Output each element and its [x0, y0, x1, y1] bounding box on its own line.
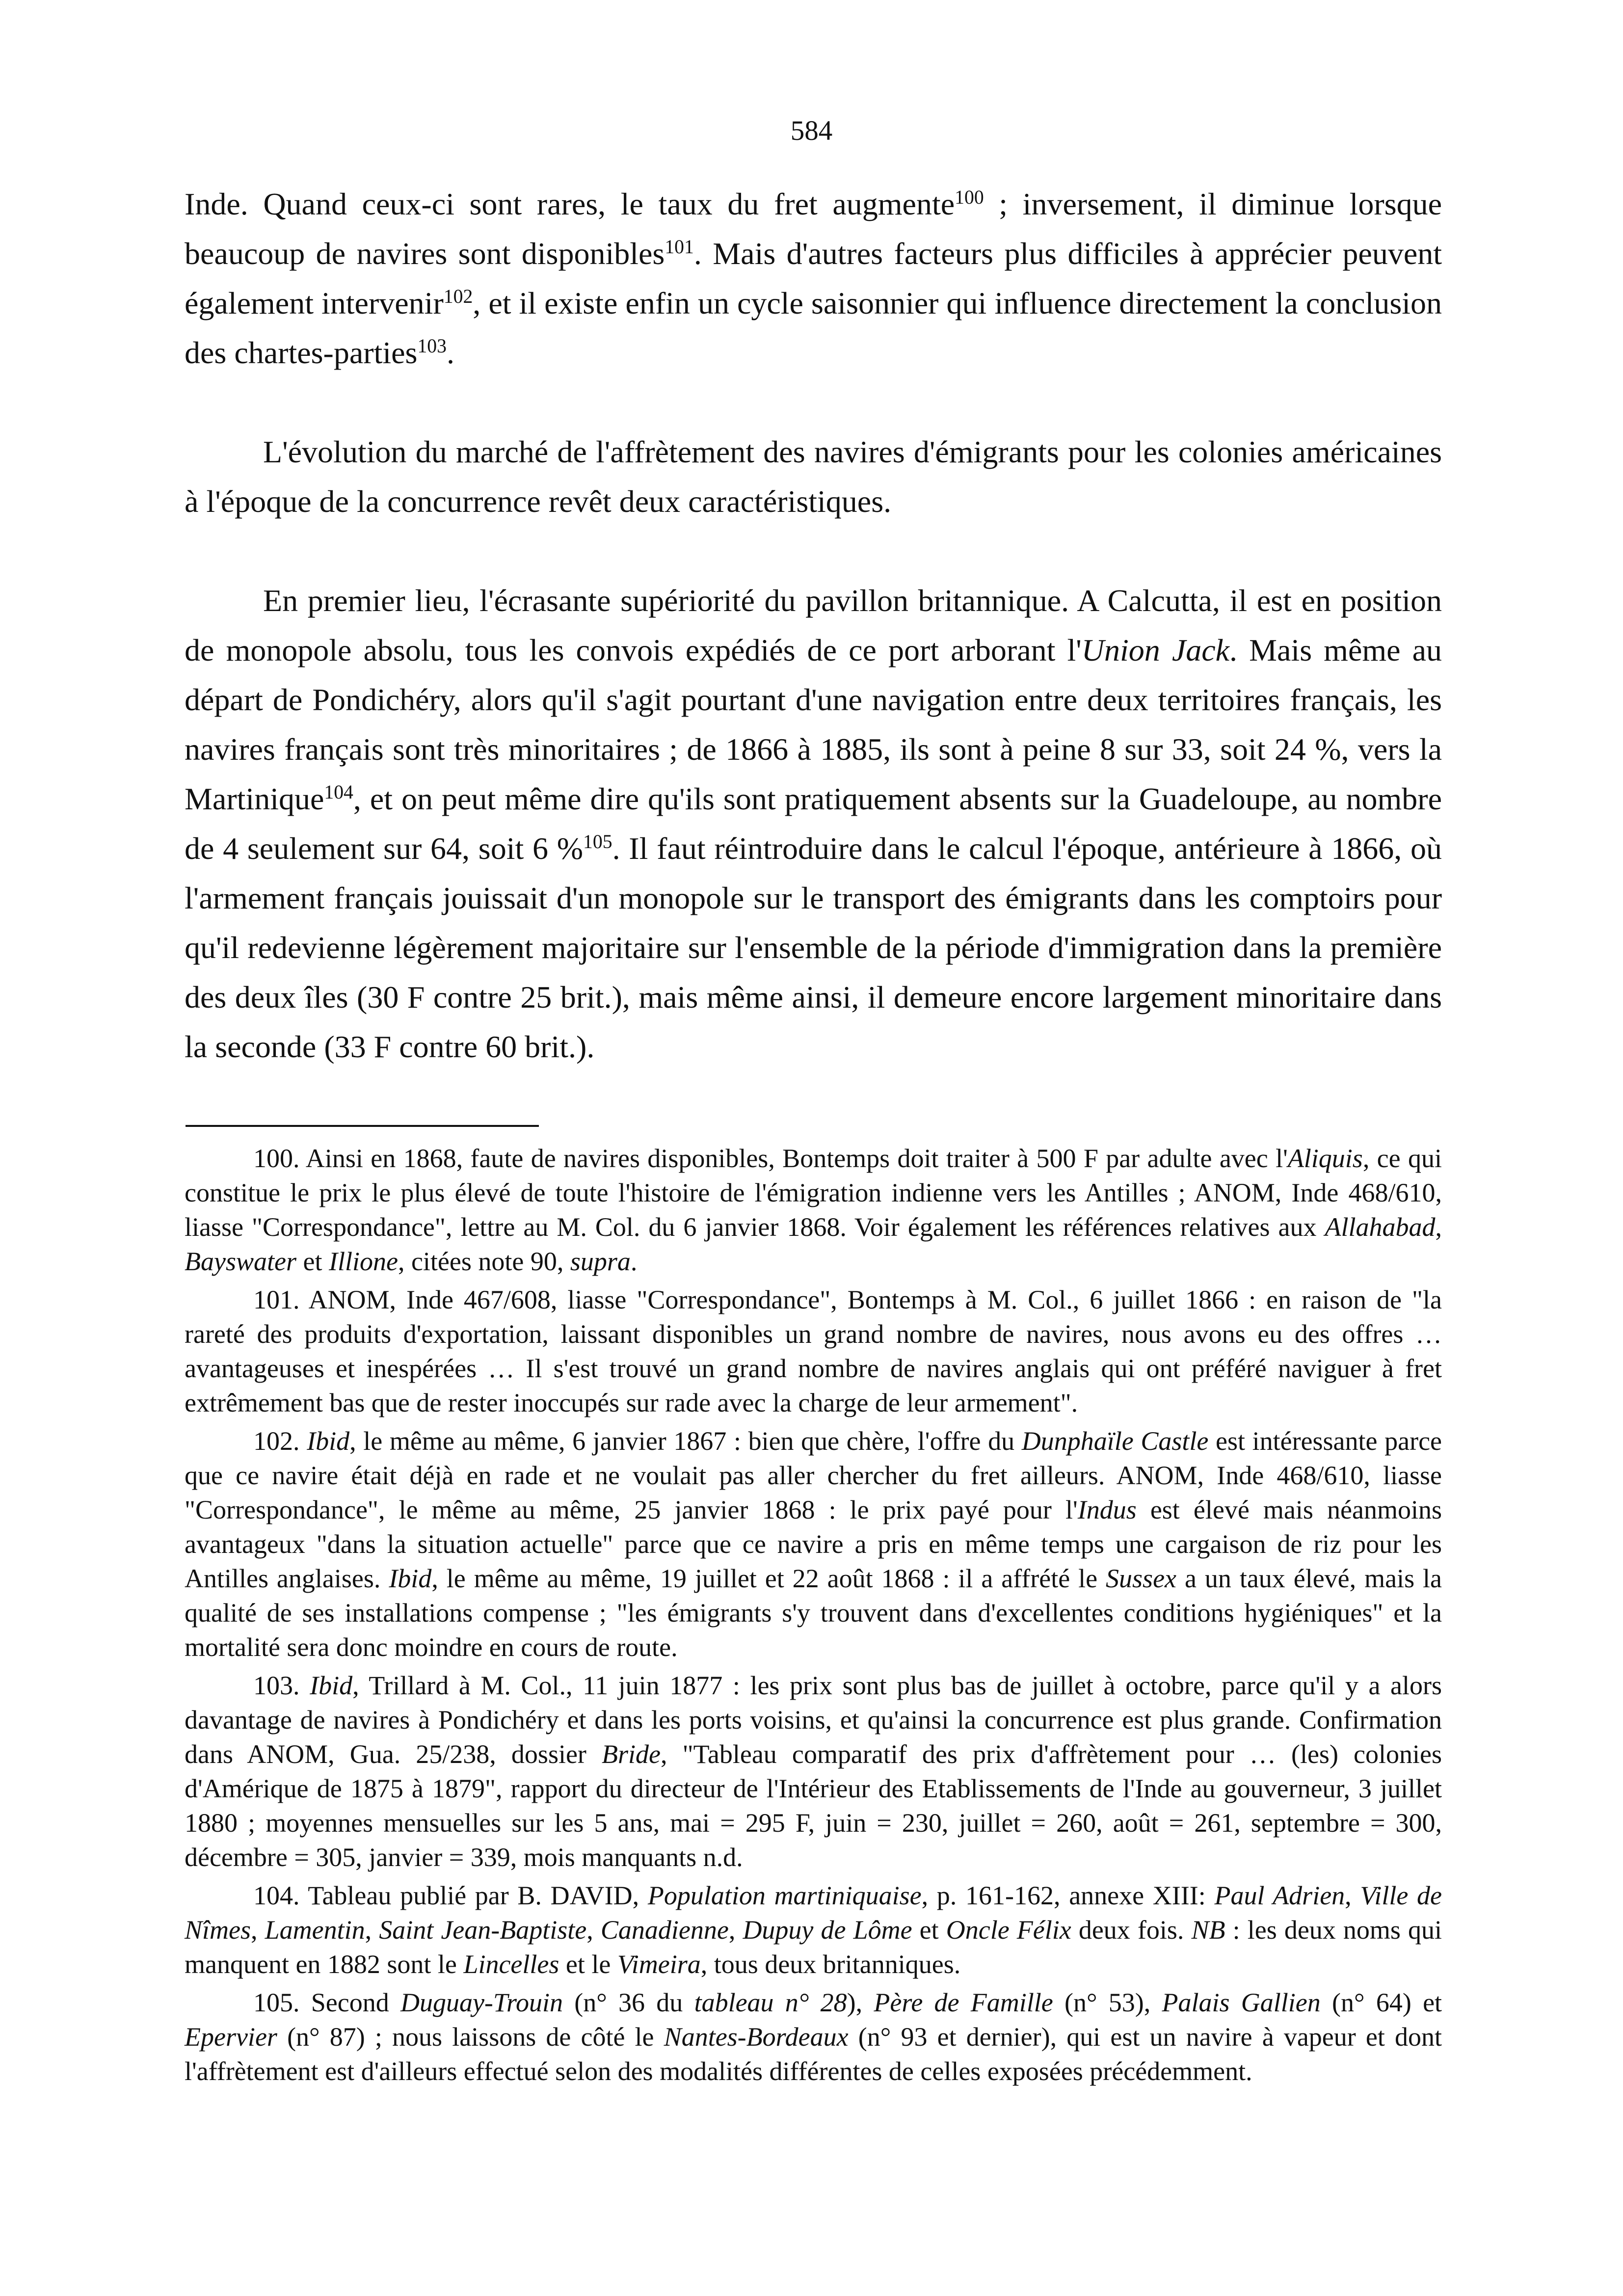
text-run: , et on peut même dire qu'ils sont pratiquement absents sur la Guadeloupe, au nombre de 4 seulement sur 64, soit 6 % [185, 781, 1442, 866]
italic-text: Dupuy de Lôme [743, 1915, 912, 1945]
italic-text: Canadienne [600, 1915, 729, 1945]
italic-text: Ibid [310, 1671, 353, 1700]
text-run: Inde. Quand ceux-ci sont rares, le taux du fret augmente [185, 187, 955, 221]
footnote-reference: 103 [417, 335, 447, 357]
text-run: . Mais même au départ de Pondichéry, alors qu'il s'agit pourtant d'une navigation entre deux territoires français, les navires français sont très minoritaires ; de 1866 à 1885, ils sont à peine 8 sur 33, soit 24 %, vers la Martinique [185, 633, 1442, 816]
text-run: (n° 93 et dernier), qui est un navire à vapeur et dont l'affrètement est d'ailleurs effectué selon des modalités différentes de celles exposées précédemment. [185, 2022, 1442, 2086]
text-run: ), [847, 1988, 874, 2017]
italic-text: Bride [602, 1739, 661, 1769]
italic-text: Nantes-Bordeaux [664, 2022, 849, 2052]
footnote [185, 1141, 1442, 1279]
text-run: a un taux élevé, mais la qualité de ses installations compense ; "les émigrants s'y trouvent dans d'excellentes conditions hygiéniques" et la mortalité sera donc moindre en cours de route. [185, 1564, 1442, 1662]
text-run: , [251, 1915, 265, 1945]
text-run: ; inversement, il diminue lorsque beaucoup de navires sont disponibles [185, 187, 1442, 271]
text-run: , [365, 1915, 379, 1945]
text-run: (n° 53), [1053, 1988, 1162, 2017]
italic-text: Ibid [307, 1426, 350, 1456]
italic-text: Epervier [185, 2022, 277, 2052]
footnote [185, 1668, 1442, 1874]
text-run: (n° 64) et [1320, 1988, 1442, 2017]
footnote-reference: 102 [443, 286, 473, 308]
footnote [185, 1985, 1442, 2088]
text-run: , tous deux britanniques. [700, 1949, 961, 1979]
text-run: , "Tableau comparatif des prix d'affrètement pour … (les) colonies d'Amérique de 1875 à 1879", rapport du directeur de l'Intérieur des Etablissements de l'Inde au gouverneur, 3 juillet 1880 ; moyennes mensuelles sur les 5 ans, mai = 295 F, juin = 230, juillet = 260, août = 261, septembre = 300, décembre = 305, janvier = 339, mois manquants n.d. [185, 1739, 1442, 1872]
footnote-reference: 104 [324, 781, 353, 803]
italic-text: Lincelles [463, 1949, 559, 1979]
italic-text: Saint Jean-Baptiste [379, 1915, 587, 1945]
text-run: . Mais d'autres facteurs plus difficiles à apprécier peuvent également intervenir [185, 236, 1442, 320]
italic-text: Père de Famille [874, 1988, 1053, 2017]
italic-text: Oncle Félix [946, 1915, 1071, 1945]
footnotes [185, 1141, 1442, 2088]
italic-text: tableau n° 28 [694, 1988, 847, 2017]
italic-text: Illione [328, 1247, 398, 1276]
italic-text: Population martiniquaise [647, 1881, 922, 1910]
text-run: , [586, 1915, 601, 1945]
text-run: est intéressante parce que ce navire était déjà en rade et ne voulait pas aller chercher du fret ailleurs. ANOM, Inde 468/610, liasse "Correspondance", le même au même, 25 janvier 1868 : le prix payé pour l' [185, 1426, 1442, 1524]
text-run: . [630, 1247, 638, 1276]
italic-text: Bayswater [185, 1247, 296, 1276]
text-run: , Trillard à M. Col., 11 juin 1877 : les prix sont plus bas de juillet à octobre, parce qu'il y a alors davantage de navires à Pondichéry et dans les ports voisins, et qu'ainsi la concurrence est plus grande. Confirmation dans ANOM, Gua. 25/238, dossier [185, 1671, 1442, 1769]
italic-text: Paul Adrien [1214, 1881, 1345, 1910]
text-run: En premier lieu, l'écrasante supériorité du pavillon britannique. A Calcutta, il est en position de monopole absolu, tous les convois expédiés de ce port arborant l' [185, 583, 1442, 667]
italic-text: Ville de Nîmes [185, 1881, 1442, 1945]
italic-text: Allahabad [1325, 1212, 1436, 1242]
text-run: , [1345, 1881, 1360, 1910]
text-run: , p. 161-162, annexe XIII: [921, 1881, 1215, 1910]
main-text [185, 179, 1442, 1071]
footnote-reference: 100 [955, 187, 984, 209]
text-run: 101. ANOM, Inde 467/608, liasse "Correspondance", Bontemps à M. Col., 6 juillet 1866 : en raison de "la rareté des produits d'exportation, laissant disponibles un grand nombre de navires, nous avons eu des offres … avantageuses et inespérées … Il s'est trouvé un grand nombre de navires anglais qui ont préféré naviguer à fret extrêmement bas que de rester inoccupés sur rade avec la charge de leur armement". [185, 1285, 1442, 1417]
paragraph [185, 427, 1442, 526]
text-run: L'évolution du marché de l'affrètement des navires d'émigrants pour les colonies américaines à l'époque de la concurrence revêt deux caractéristiques. [185, 434, 1442, 519]
text-run: , citées note 90, [398, 1247, 570, 1276]
footnote [185, 1424, 1442, 1664]
text-run: et [912, 1915, 946, 1945]
footnote [185, 1282, 1442, 1420]
text-run: (n° 36 du [562, 1988, 694, 2017]
footnote-separator [186, 1125, 539, 1127]
italic-text: Ibid [389, 1564, 432, 1593]
text-run: 104. Tableau publié par B. DAVID, [253, 1881, 648, 1910]
text-run: et [296, 1247, 329, 1276]
text-run: . [446, 335, 454, 370]
text-run: , et il existe enfin un cycle saisonnier qui influence directement la conclusion des chartes-parties [185, 286, 1442, 370]
text-run: 103. [253, 1671, 310, 1700]
italic-text: Dunphaïle Castle [1021, 1426, 1209, 1456]
text-run: , ce qui constitue le prix le plus élevé de toute l'histoire de l'émigration indienne vers les Antilles ; ANOM, Inde 468/610, liasse "Correspondance", lettre au M. Col. du 6 janvier 1868. Voir également les références relatives aux [185, 1144, 1442, 1242]
italic-text: Aliquis [1287, 1144, 1363, 1173]
text-run: , le même au même, 19 juillet et 22 août 1868 : il a affrété le [431, 1564, 1106, 1593]
italic-text: Lamentin [265, 1915, 365, 1945]
footnote-reference: 101 [665, 236, 694, 258]
text-run: , le même au même, 6 janvier 1867 : bien que chère, l'offre du [349, 1426, 1022, 1456]
text-run: est élevé mais néanmoins avantageux "dans la situation actuelle" parce que ce navire a pris en même temps une cargaison de riz pour les Antilles anglaises. [185, 1495, 1442, 1593]
italic-text: Indus [1077, 1495, 1137, 1524]
text-run: (n° 87) ; nous laissons de côté le [277, 2022, 664, 2052]
italic-text: Palais Gallien [1162, 1988, 1321, 2017]
page-number: 584 [790, 115, 833, 146]
paragraph [185, 576, 1442, 1071]
footnote [185, 1878, 1442, 1981]
text-run: 102. [253, 1426, 307, 1456]
text-run: . Il faut réintroduire dans le calcul l'époque, antérieure à 1866, où l'armement français jouissait d'un monopole sur le transport des émigrants dans les comptoirs pour qu'il redevienne légèrement majoritaire sur l'ensemble de la période d'immigration dans la première des deux îles (30 F contre 25 brit.), mais même ainsi, il demeure encore largement minoritaire dans la seconde (33 F contre 60 brit.). [185, 831, 1442, 1064]
italic-text: Sussex [1106, 1564, 1177, 1593]
text-run: , [1435, 1212, 1442, 1242]
italic-text: Vimeira [617, 1949, 701, 1979]
text-run: 100. Ainsi en 1868, faute de navires disponibles, Bontemps doit traiter à 500 F par adulte avec l' [253, 1144, 1288, 1173]
text-run: , [728, 1915, 743, 1945]
text-run: deux fois. [1071, 1915, 1192, 1945]
footnote-reference: 105 [583, 831, 612, 853]
paragraph [185, 179, 1442, 377]
text-run: : les deux noms qui manquent en 1882 sont le [185, 1915, 1442, 1979]
text-run: 105. Second [253, 1988, 400, 2017]
italic-text: Duguay-Trouin [400, 1988, 563, 2017]
italic-text: Union Jack [1081, 633, 1230, 667]
text-run: et le [559, 1949, 617, 1979]
italic-text: supra [570, 1247, 631, 1276]
italic-text: NB [1191, 1915, 1225, 1945]
